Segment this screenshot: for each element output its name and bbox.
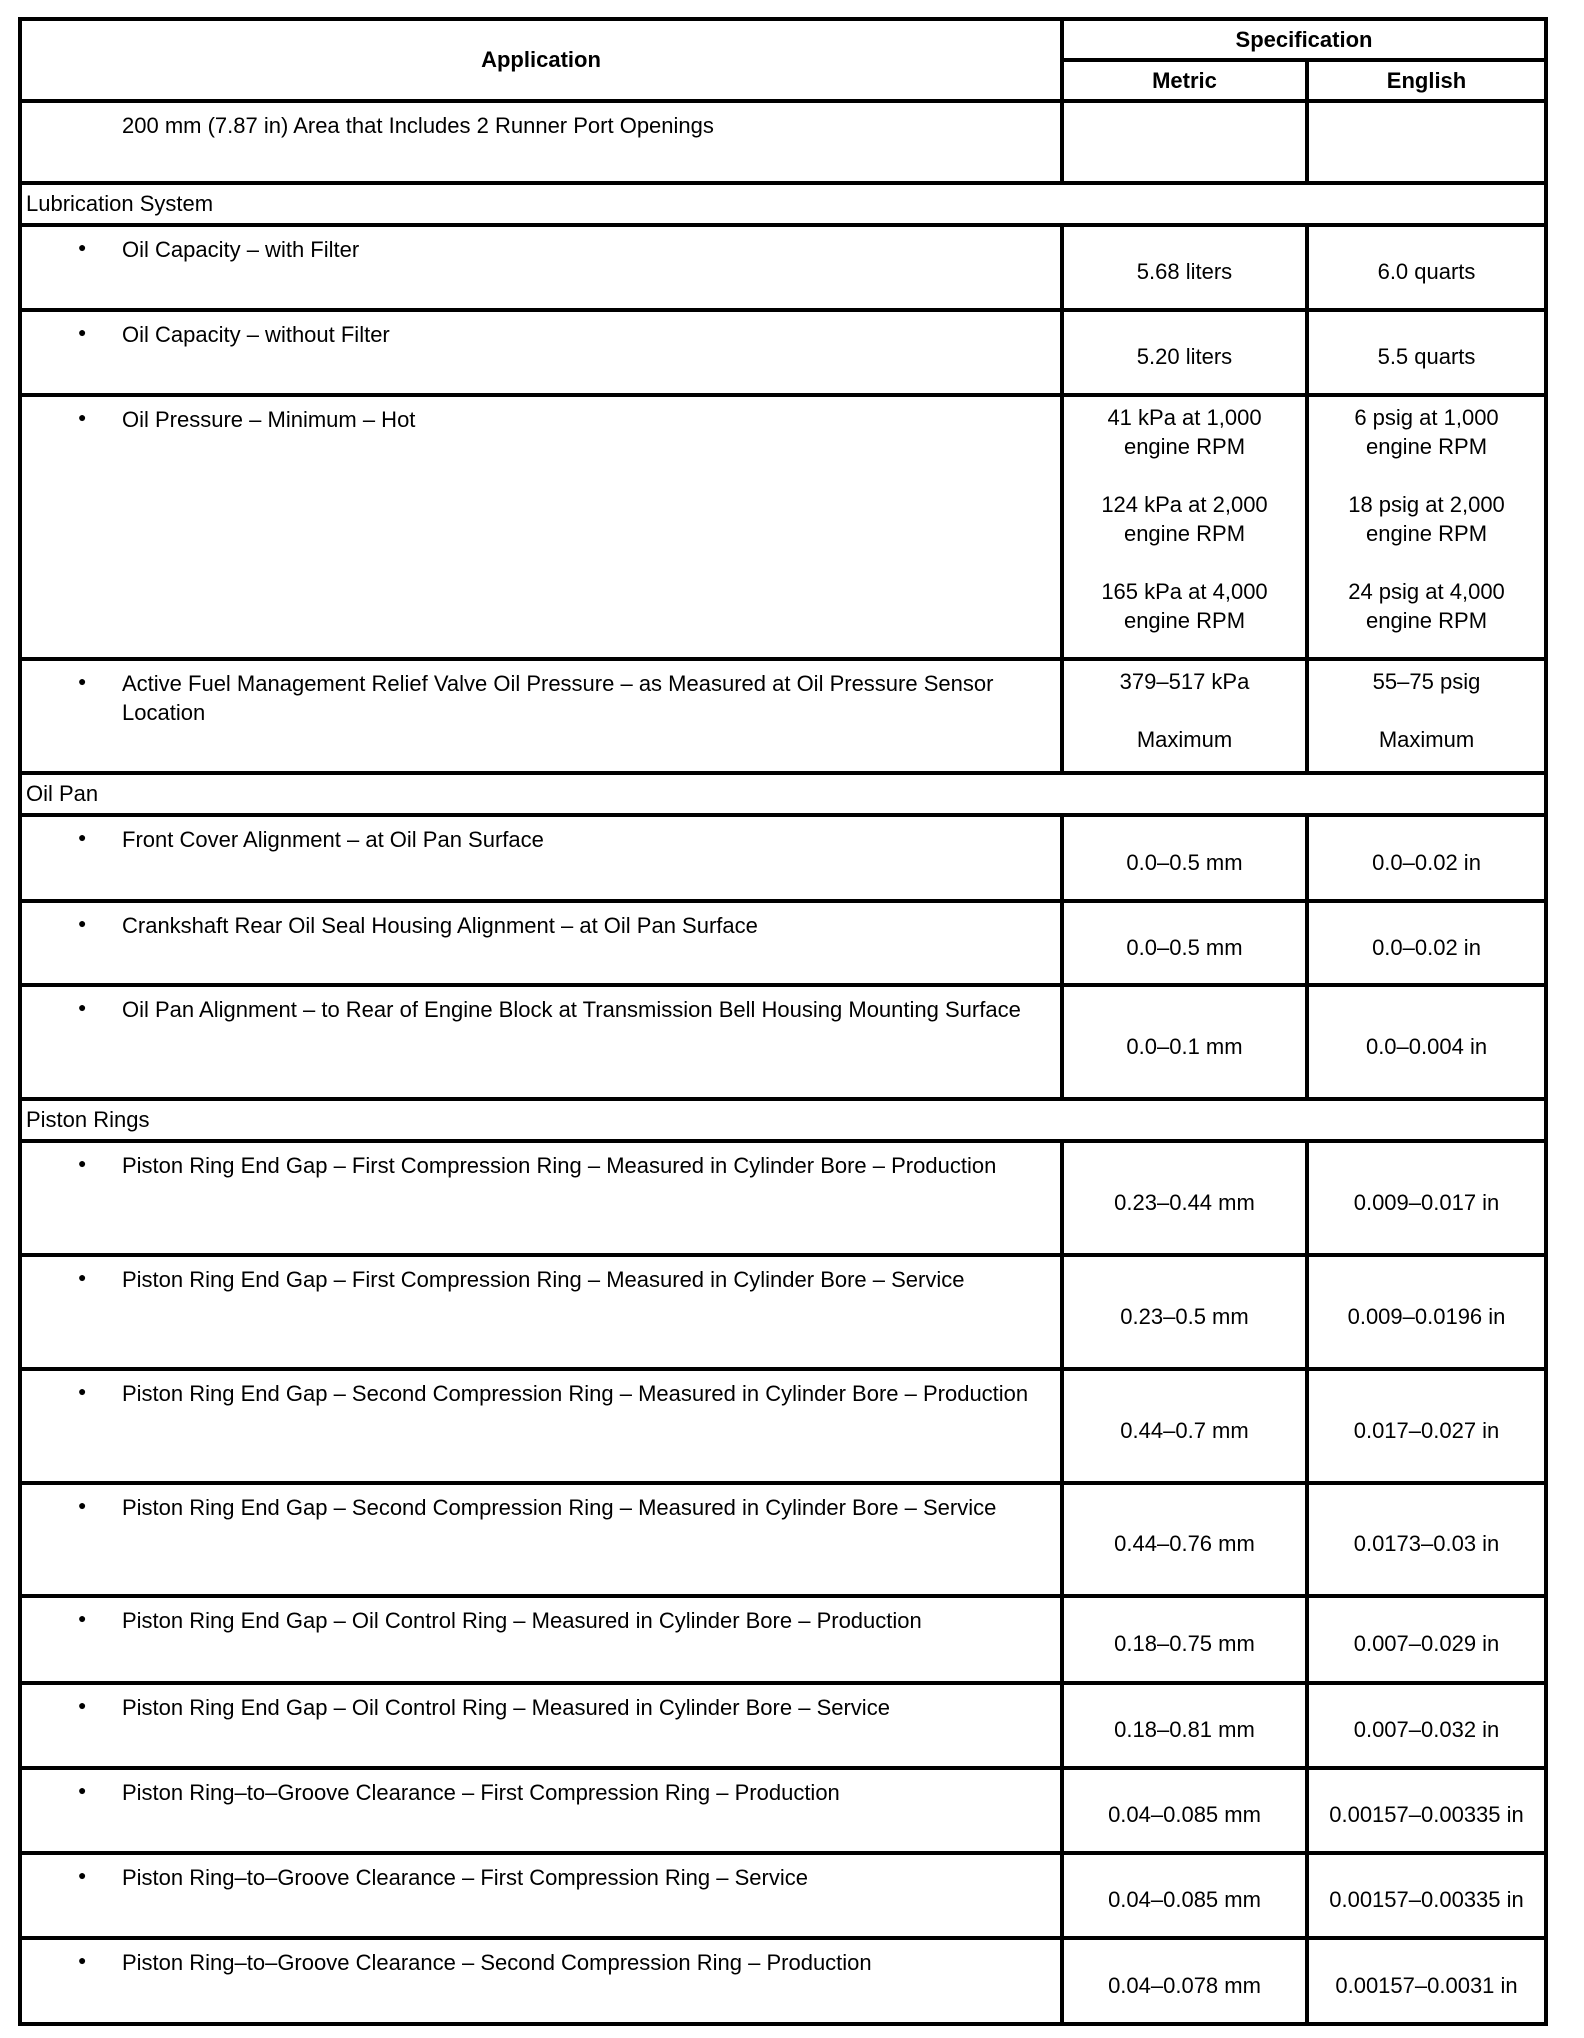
english-value: 0.0–0.02 in — [1307, 815, 1546, 901]
metric-value: 0.04–0.078 mm — [1062, 1938, 1307, 2024]
application-text: Crankshaft Rear Oil Seal Housing Alignment – at Oil Pan Surface — [122, 913, 758, 938]
table-row — [20, 815, 1546, 901]
bullet-icon: ● — [78, 409, 87, 425]
table-row — [20, 1768, 1546, 1853]
application-cell — [20, 1683, 1062, 1768]
bullet-icon: ● — [78, 1269, 87, 1285]
application-cell — [20, 985, 1062, 1099]
english-value: 0.007–0.032 in — [1307, 1683, 1546, 1768]
specification-table — [18, 17, 1548, 2026]
application-cell — [20, 101, 1062, 183]
metric-value: 5.20 liters — [1062, 310, 1307, 395]
table-row — [20, 1938, 1546, 2024]
application-cell — [20, 815, 1062, 901]
metric-value: 0.23–0.44 mm — [1062, 1141, 1307, 1255]
metric-value: 5.68 liters — [1062, 225, 1307, 310]
english-value: 0.017–0.027 in — [1307, 1369, 1546, 1483]
english-value: 0.007–0.029 in — [1307, 1596, 1546, 1683]
section-row — [20, 773, 1546, 815]
english-value: 6.0 quarts — [1307, 225, 1546, 310]
application-text: Piston Ring End Gap – First Compression Ring – Measured in Cylinder Bore – Service — [122, 1267, 965, 1292]
bullet-icon: ● — [78, 1782, 87, 1798]
english-value: 0.0–0.02 in — [1307, 901, 1546, 985]
column-header-metric: Metric — [1062, 60, 1307, 101]
bullet-icon: ● — [78, 673, 87, 689]
application-cell — [20, 225, 1062, 310]
metric-value: 0.44–0.76 mm — [1062, 1483, 1307, 1596]
application-text: Piston Ring–to–Groove Clearance – First Compression Ring – Production — [122, 1780, 840, 1805]
metric-value: 0.18–0.75 mm — [1062, 1596, 1307, 1683]
english-value: 0.009–0.0196 in — [1307, 1255, 1546, 1369]
application-text: Oil Pan Alignment – to Rear of Engine Block at Transmission Bell Housing Mounting Surface — [122, 997, 1021, 1022]
table-row — [20, 101, 1546, 183]
application-cell — [20, 395, 1062, 659]
table-row — [20, 1683, 1546, 1768]
application-text: Front Cover Alignment – at Oil Pan Surface — [122, 827, 544, 852]
application-cell — [20, 1853, 1062, 1938]
bullet-icon: ● — [78, 1867, 87, 1883]
table-row — [20, 1483, 1546, 1596]
metric-value: 0.04–0.085 mm — [1062, 1768, 1307, 1853]
application-cell — [20, 1768, 1062, 1853]
english-value: 0.0173–0.03 in — [1307, 1483, 1546, 1596]
bullet-icon: ● — [78, 1497, 87, 1513]
application-text: Oil Capacity – without Filter — [122, 322, 390, 347]
english-value — [1307, 101, 1546, 183]
metric-value: 379–517 kPa Maximum — [1062, 659, 1307, 773]
english-value: 0.00157–0.00335 in — [1307, 1768, 1546, 1853]
application-text: Piston Ring End Gap – First Compression Ring – Measured in Cylinder Bore – Production — [122, 1153, 997, 1178]
english-value: 0.0–0.004 in — [1307, 985, 1546, 1099]
application-cell — [20, 1255, 1062, 1369]
section-title: Oil Pan — [20, 773, 1546, 815]
section-title: Lubrication System — [20, 183, 1546, 225]
english-value: 55–75 psig Maximum — [1307, 659, 1546, 773]
bullet-icon: ● — [78, 1610, 87, 1626]
table-row — [20, 310, 1546, 395]
application-text: Piston Ring End Gap – Oil Control Ring – Measured in Cylinder Bore – Service — [122, 1695, 890, 1720]
application-cell — [20, 659, 1062, 773]
english-value: 0.009–0.017 in — [1307, 1141, 1546, 1255]
table-row — [20, 901, 1546, 985]
application-cell — [20, 1483, 1062, 1596]
application-cell — [20, 901, 1062, 985]
metric-value: 0.04–0.085 mm — [1062, 1853, 1307, 1938]
english-value: 0.00157–0.0031 in — [1307, 1938, 1546, 2024]
column-header-english: English — [1307, 60, 1546, 101]
table-row — [20, 985, 1546, 1099]
table-row — [20, 225, 1546, 310]
table-row — [20, 659, 1546, 773]
metric-value: 0.23–0.5 mm — [1062, 1255, 1307, 1369]
section-title: Piston Rings — [20, 1099, 1546, 1141]
application-cell — [20, 1596, 1062, 1683]
table-row — [20, 1853, 1546, 1938]
application-cell — [20, 1141, 1062, 1255]
table-row — [20, 1141, 1546, 1255]
bullet-icon: ● — [78, 1952, 87, 1968]
bullet-icon: ● — [78, 1383, 87, 1399]
bullet-icon: ● — [78, 915, 87, 931]
bullet-icon: ● — [78, 239, 87, 255]
english-value: 0.00157–0.00335 in — [1307, 1853, 1546, 1938]
application-cell — [20, 1369, 1062, 1483]
bullet-icon: ● — [78, 999, 87, 1015]
application-text: 200 mm (7.87 in) Area that Includes 2 Runner Port Openings — [122, 113, 714, 138]
section-row — [20, 1099, 1546, 1141]
english-value: 5.5 quarts — [1307, 310, 1546, 395]
application-text: Piston Ring End Gap – Second Compression Ring – Measured in Cylinder Bore – Production — [122, 1381, 1029, 1406]
table-row — [20, 1596, 1546, 1683]
application-text: Active Fuel Management Relief Valve Oil Pressure – as Measured at Oil Pressure Sensor Location — [122, 671, 994, 725]
metric-value: 0.18–0.81 mm — [1062, 1683, 1307, 1768]
table-row — [20, 1255, 1546, 1369]
metric-value: 0.0–0.5 mm — [1062, 901, 1307, 985]
application-cell — [20, 310, 1062, 395]
metric-value: 0.44–0.7 mm — [1062, 1369, 1307, 1483]
bullet-icon: ● — [78, 1697, 87, 1713]
bullet-icon: ● — [78, 324, 87, 340]
column-header-specification: Specification — [1062, 19, 1546, 60]
application-text: Piston Ring–to–Groove Clearance – First Compression Ring – Service — [122, 1865, 808, 1890]
application-cell — [20, 1938, 1062, 2024]
application-text: Oil Pressure – Minimum – Hot — [122, 407, 416, 432]
section-row — [20, 183, 1546, 225]
metric-value: 0.0–0.1 mm — [1062, 985, 1307, 1099]
metric-value — [1062, 101, 1307, 183]
metric-value: 0.0–0.5 mm — [1062, 815, 1307, 901]
bullet-icon: ● — [78, 829, 87, 845]
table-body — [20, 101, 1546, 2024]
application-text: Piston Ring–to–Groove Clearance – Second Compression Ring – Production — [122, 1950, 872, 1975]
application-text: Piston Ring End Gap – Second Compression Ring – Measured in Cylinder Bore – Service — [122, 1495, 997, 1520]
metric-value: 41 kPa at 1,000 engine RPM 124 kPa at 2,000 engine RPM 165 kPa at 4,000 engine RPM — [1062, 395, 1307, 659]
english-value: 6 psig at 1,000 engine RPM 18 psig at 2,000 engine RPM 24 psig at 4,000 engine RPM — [1307, 395, 1546, 659]
column-header-application: Application — [20, 19, 1062, 101]
table-row — [20, 395, 1546, 659]
application-text: Piston Ring End Gap – Oil Control Ring – Measured in Cylinder Bore – Production — [122, 1608, 922, 1633]
table-row — [20, 1369, 1546, 1483]
bullet-icon: ● — [78, 1155, 87, 1171]
application-text: Oil Capacity – with Filter — [122, 237, 360, 262]
